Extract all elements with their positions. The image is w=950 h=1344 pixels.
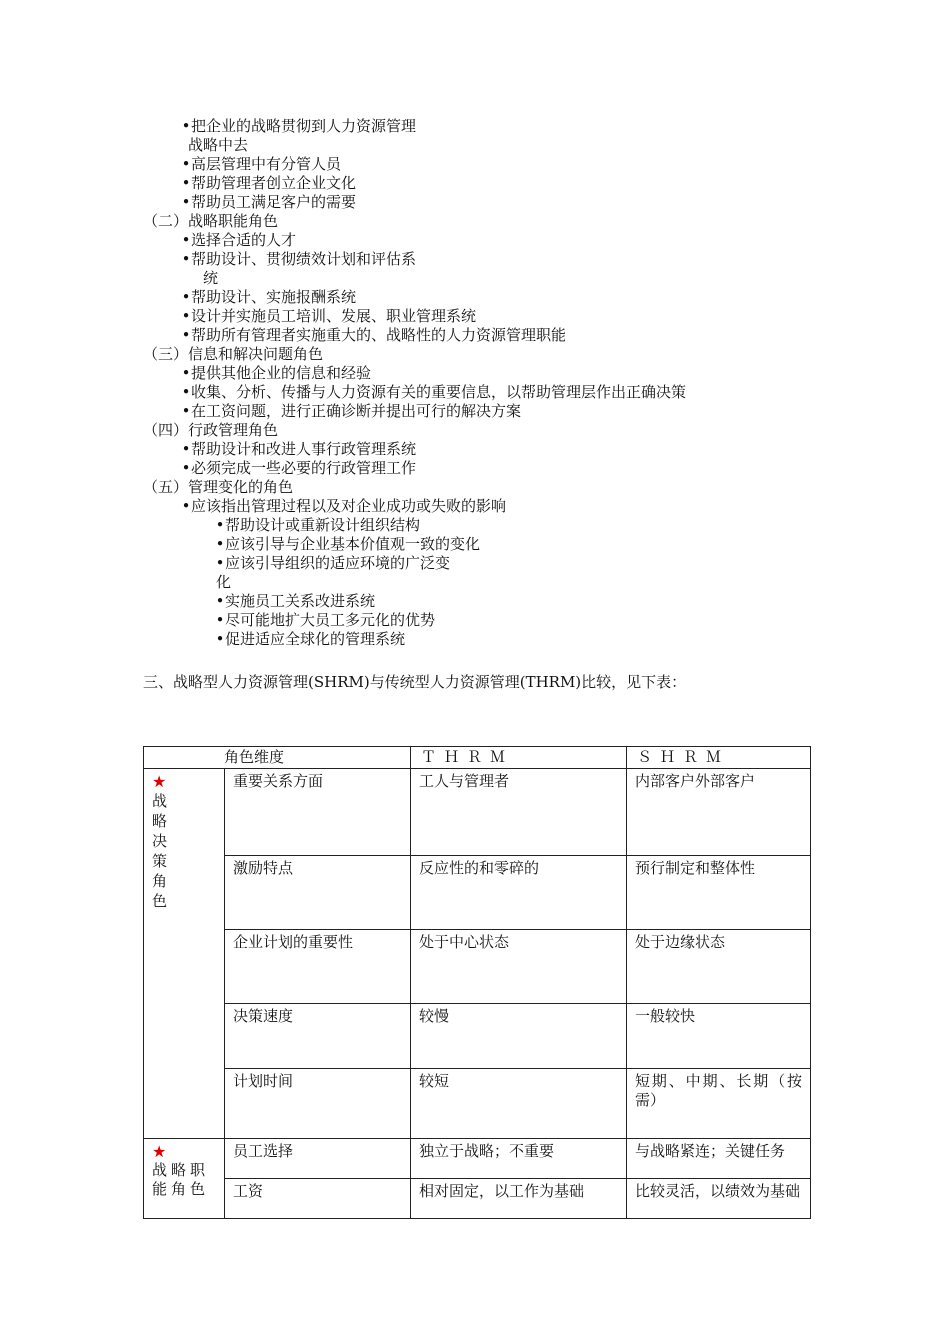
thrm-cell: 独立于战略；不重要 [411, 1139, 627, 1179]
bullet-icon: • [181, 117, 191, 135]
sub-list-item-continuation: 化 [216, 573, 232, 591]
bullet-icon: • [215, 592, 225, 610]
dimension-cell: 计划时间 [225, 1069, 411, 1139]
thrm-cell: 较短 [411, 1069, 627, 1139]
shrm-cell: 一般较快 [627, 1004, 811, 1069]
table-row [144, 1004, 811, 1069]
group-label: 战略职能角色 [152, 1161, 210, 1198]
bullet-icon: • [181, 174, 191, 192]
bullet-icon: • [215, 535, 225, 553]
sub-list-item: •帮助设计或重新设计组织结构 [215, 516, 421, 534]
group-label: 战略决策角色 [152, 792, 168, 910]
table-row [144, 769, 811, 856]
dimension-cell: 重要关系方面 [225, 769, 411, 856]
list-item: •选择合适的人才 [181, 231, 297, 249]
list-item: •必须完成一些必要的行政管理工作 [181, 459, 417, 477]
star-icon: ★ [152, 772, 167, 791]
list-item: •提供其他企业的信息和经验 [181, 364, 372, 382]
bullet-icon: • [181, 288, 191, 306]
bullet-icon: • [181, 155, 191, 173]
list-item: •帮助设计和改进人事行政管理系统 [181, 440, 417, 458]
section-title: 三、战略型人力资源管理(SHRM)与传统型人力资源管理(THRM)比较，见下表： [143, 673, 687, 691]
bullet-icon: • [181, 459, 191, 477]
list-item: •在工资问题，进行正确诊断并提出可行的解决方案 [181, 402, 522, 420]
dimension-cell: 激励特点 [225, 856, 411, 930]
bullet-icon: • [181, 250, 191, 268]
bullet-icon: • [215, 554, 225, 572]
sub-list-item: •应该引导与企业基本价值观一致的变化 [215, 535, 481, 553]
section-heading: （四）行政管理角色 [143, 421, 279, 439]
bullet-icon: • [181, 307, 191, 325]
shrm-cell: 处于边缘状态 [627, 930, 811, 1004]
list-item: •帮助员工满足客户的需要 [181, 193, 357, 211]
table-row [144, 856, 811, 930]
table-row [144, 1139, 811, 1179]
sub-list-item: •实施员工关系改进系统 [215, 592, 376, 610]
dimension-cell: 员工选择 [225, 1139, 411, 1179]
list-item: •帮助所有管理者实施重大的、战略性的人力资源管理职能 [181, 326, 567, 344]
shrm-cell: 预行制定和整体性 [627, 856, 811, 930]
list-item: •帮助管理者创立企业文化 [181, 174, 357, 192]
list-item: •把企业的战略贯彻到人力资源管理 [181, 117, 417, 135]
table-row [144, 1179, 811, 1219]
thrm-cell: 工人与管理者 [411, 769, 627, 856]
bullet-icon: • [181, 402, 191, 420]
thrm-cell: 相对固定，以工作为基础 [411, 1179, 627, 1219]
shrm-cell: 比较灵活，以绩效为基础 [627, 1179, 811, 1219]
list-item: •高层管理中有分管人员 [181, 155, 342, 173]
group-cell-strategic-function [144, 1139, 225, 1219]
bullet-icon: • [181, 193, 191, 211]
thrm-cell: 较慢 [411, 1004, 627, 1069]
bullet-icon: • [215, 630, 225, 648]
bullet-icon: • [181, 364, 191, 382]
section-heading: （三）信息和解决问题角色 [143, 345, 324, 363]
table-header-row [144, 747, 811, 769]
sub-list-item: •应该引导组织的适应环境的广泛变 [215, 554, 451, 572]
table-row [144, 1069, 811, 1139]
comparison-table [143, 746, 811, 1219]
dimension-cell: 企业计划的重要性 [225, 930, 411, 1004]
list-item-continuation: 战略中去 [188, 136, 249, 154]
thrm-cell: 反应性的和零碎的 [411, 856, 627, 930]
list-item: •收集、分析、传播与人力资源有关的重要信息，以帮助管理层作出正确决策 [181, 383, 687, 401]
dimension-cell: 决策速度 [225, 1004, 411, 1069]
bullet-icon: • [215, 516, 225, 534]
sub-list-item: •促进适应全球化的管理系统 [215, 630, 406, 648]
shrm-cell: 内部客户外部客户 [627, 769, 811, 856]
sub-list-item: •尽可能地扩大员工多元化的优势 [215, 611, 436, 629]
section-heading: （五）管理变化的角色 [143, 478, 294, 496]
dimension-cell: 工资 [225, 1179, 411, 1219]
list-item: •应该指出管理过程以及对企业成功或失败的影响 [181, 497, 507, 515]
list-item: •帮助设计、贯彻绩效计划和评估系 [181, 250, 417, 268]
header-thrm: ＴＨＲＭ [411, 747, 627, 769]
section-heading: （二）战略职能角色 [143, 212, 279, 230]
bullet-icon: • [215, 611, 225, 629]
bullet-icon: • [181, 383, 191, 401]
thrm-cell: 处于中心状态 [411, 930, 627, 1004]
shrm-cell: 短期、中期、长期（按需） [627, 1069, 811, 1139]
bullet-icon: • [181, 440, 191, 458]
star-icon: ★ [152, 1142, 167, 1161]
shrm-cell: 与战略紧连；关键任务 [627, 1139, 811, 1179]
list-item-continuation: 统 [203, 269, 219, 287]
table-row [144, 930, 811, 1004]
bullet-icon: • [181, 231, 191, 249]
group-cell-strategic-decision [144, 769, 225, 1139]
bullet-icon: • [181, 326, 191, 344]
bullet-icon: • [181, 497, 191, 515]
header-dimension: 角色维度 [144, 747, 411, 769]
list-item: •帮助设计、实施报酬系统 [181, 288, 357, 306]
list-item: •设计并实施员工培训、发展、职业管理系统 [181, 307, 477, 325]
header-shrm: ＳＨＲＭ [627, 747, 811, 769]
